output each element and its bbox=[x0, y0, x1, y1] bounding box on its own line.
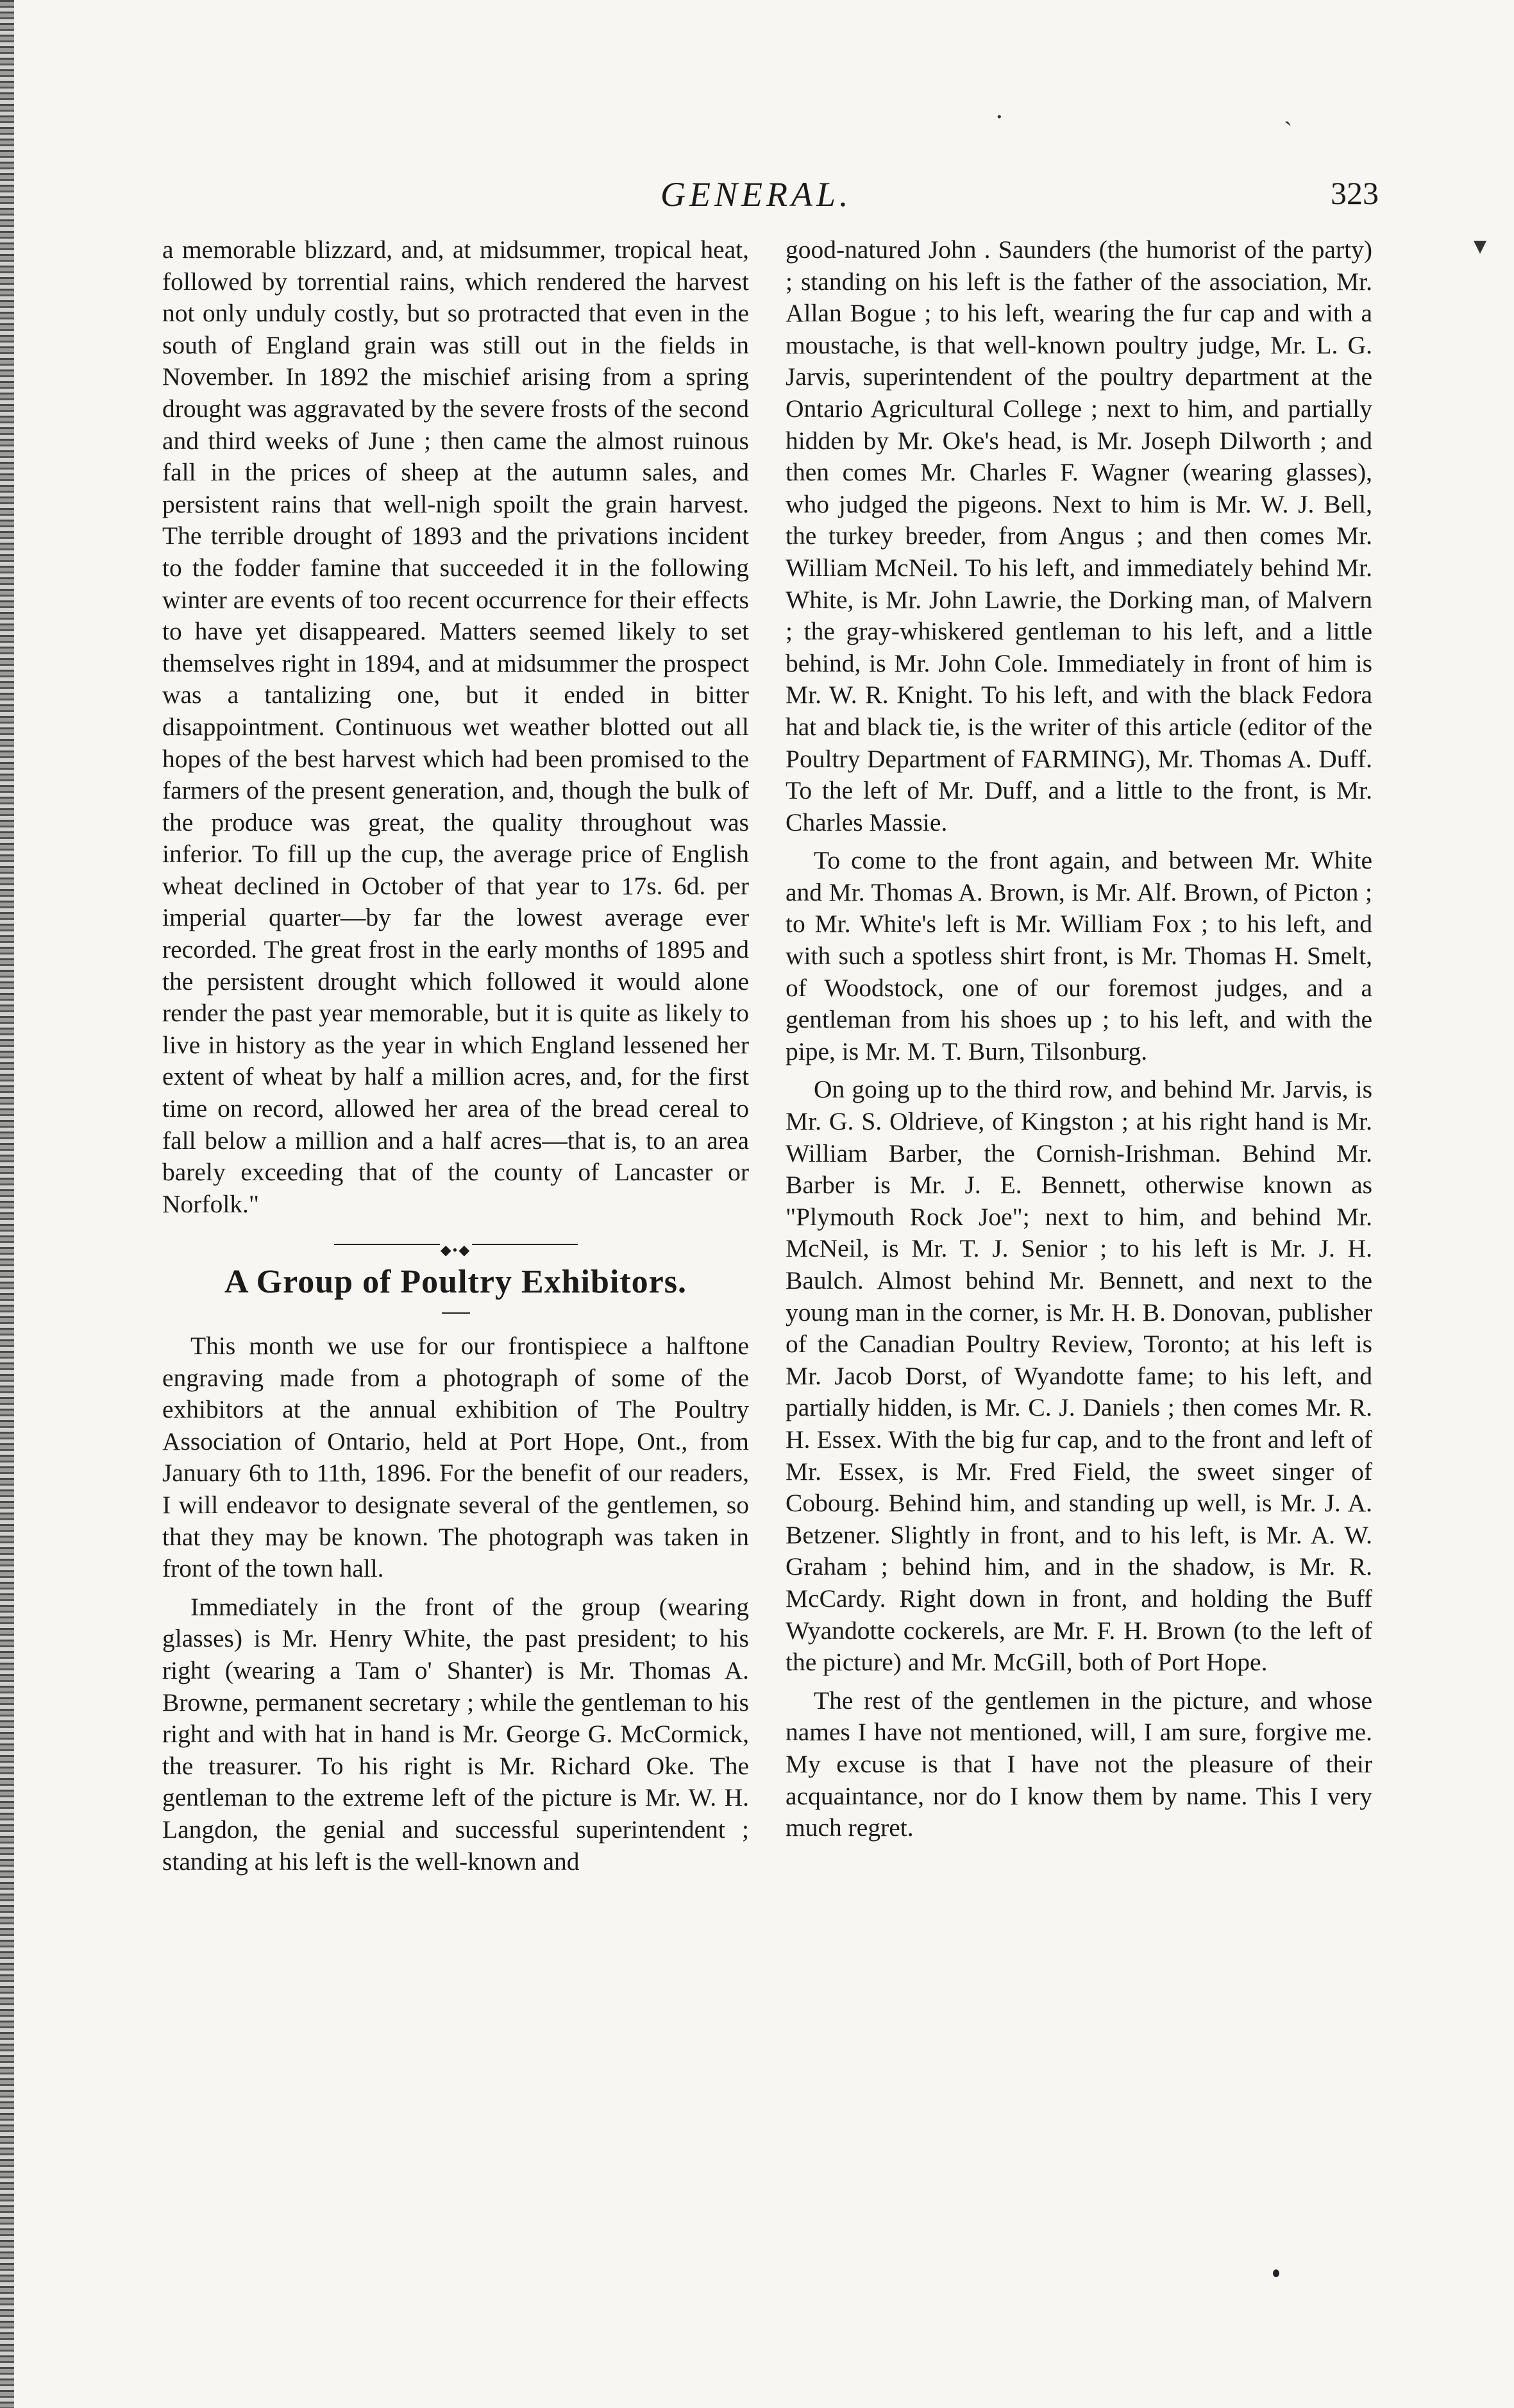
scan-speck: ▾ bbox=[1474, 231, 1487, 260]
scan-speck: · bbox=[995, 103, 1004, 132]
scan-speck bbox=[1273, 2269, 1279, 2277]
divider-ornament-icon: ◆•◆ bbox=[440, 1242, 471, 1259]
article-paragraph: On going up to the third row, and behind Mr. Jarvis, is Mr. G. S. Oldrieve, of Kingston ; at his right hand is Mr. William Barber, the Cornish-Irishman. Behind Mr. Barber is Mr. J. E. Bennett, otherwise known as "Plymouth Rock Joe"; next to him, and behind Mr. McNeil, is Mr. T. J. Senior ; to his left is Mr. J. H. Baulch. Almost behind Mr. Bennett, and next to the young man in the corner, is Mr. H. B. Donovan, publisher of the Canadian Poultry Review, Toronto; at his left is Mr. Jacob Dorst, of Wyandotte fame; to his left, and partially hidden, is Mr. C. J. Daniels ; then comes Mr. R. H. Essex. With the big fur cap, and to the front and left of Mr. Essex, is Mr. Fred Field, the sweet singer of Cobourg. Behind him, and standing up well, is Mr. J. A. Betzener. Slightly in front, and to his left, is Mr. A. W. Graham ; behind him, and in the shadow, is Mr. R. McCardy. Right down in front, and holding the Buff Wyandotte cockerels, are Mr. F. H. Brown (to the left of the picture) and Mr. McGill, both of Port Hope. bbox=[786, 1075, 1372, 1677]
right-column bbox=[786, 234, 1372, 1851]
title-underline-rule bbox=[442, 1312, 470, 1314]
article-paragraph: To come to the front again, and between Mr. White and Mr. Thomas A. Brown, is Mr. Alf. Brown, of Picton ; to Mr. White's left is Mr. William Fox ; to his left, and with such a spotless shirt front, is Mr. Thomas H. Smelt, of Woodstock, one of our foremost judges, and a gentleman from his shoes up ; to his left, and with the pipe, is Mr. M. T. Burn, Tilsonburg. bbox=[786, 846, 1372, 1065]
running-head: GENERAL. bbox=[660, 175, 852, 214]
divider-rule-left bbox=[334, 1244, 440, 1245]
section-divider bbox=[334, 1238, 578, 1259]
article-paragraph: The rest of the gentlemen in the picture, and whose names I have not mentioned, will, I am sure, forgive me. My excuse is that I have not the pleasure of their acquaintance, nor do I know them by name. This I very much regret. bbox=[786, 1686, 1372, 1842]
article-paragraph: Immediately in the front of the group (wearing glasses) is Mr. Henry White, the past president; to his right (wearing a Tam o' Shanter) is Mr. Thomas A. Browne, permanent secretary ; while the gentleman to his right and with hat in hand is Mr. George G. McCormick, the treasurer. To his right is Mr. Richard Oke. The gentleman to the extreme left of the picture is Mr. W. H. Langdon, the genial and successful superintendent ; standing at his left is the well-known and bbox=[162, 1592, 749, 1876]
section-title: A Group of Poultry Exhibitors. bbox=[224, 1264, 687, 1301]
scan-speck: ˎ bbox=[1284, 97, 1293, 126]
scanned-page-edge bbox=[0, 0, 14, 2408]
article-paragraph: good-natured John . Saunders (the humorist of the party) ; standing on his left is the father of the association, Mr. Allan Bogue ; to his left, wearing the fur cap and with a moustache, is that well-known poultry judge, Mr. L. G. Jarvis, superintendent of the poultry department at the Ontario Agricultural College ; next to him, and partially hidden by Mr. Oke's head, is Mr. Joseph Dilworth ; and then comes Mr. Charles F. Wagner (wearing glasses), who judged the pigeons. Next to him is Mr. W. J. Bell, the turkey breeder, from Angus ; and then comes Mr. William McNeil. To his left, and immediately behind Mr. White, is Mr. John Lawrie, the Dorking man, of Malvern ; the gray-whiskered gentleman to his left, and a little behind, is Mr. John Cole. Immediately in front of him is Mr. W. R. Knight. To his left, and with the black Fedora hat and black tie, is the writer of this article (editor of the Poultry Department of FARMING), Mr. Thomas A. Duff. To the left of Mr. Duff, and a little to the front, is Mr. Charles Massie. bbox=[786, 235, 1372, 836]
page-header bbox=[154, 174, 1379, 226]
page-number: 323 bbox=[1331, 175, 1379, 211]
divider-rule-right bbox=[472, 1244, 578, 1245]
article-paragraph: This month we use for our frontispiece a halftone engraving made from a photograph of some of the exhibitors at the annual exhibition of The Poultry Association of Ontario, held at Port Hope, Ont., from January 6th to 11th, 1896. For the benefit of our readers, I will endeavor to designate several of the gentlemen, so that they may be known. The photograph was taken in front of the town hall. bbox=[162, 1332, 749, 1583]
article-paragraph: a memorable blizzard, and, at midsummer, tropical heat, followed by torrential rains, which rendered the harvest not only unduly costly, but so protracted that even in the south of England grain was still out in the fields in November. In 1892 the mischief arising from a spring drought was aggravated by the severe frosts of the second and third weeks of June ; then came the almost ruinous fall in the prices of sheep at the autumn sales, and persistent rains that well-nigh spoilt the grain harvest. The terrible drought of 1893 and the privations incident to the fodder famine that succeeded it in the following winter are events of too recent occurrence for their effects to have yet disappeared. Matters seemed likely to set themselves right in 1894, and at midsummer the prospect was a tantalizing one, but it ended in bitter disappointment. Continuous wet weather blotted out all hopes of the best harvest which had been promised to the farmers of the present generation, and, though the bulk of the produce was great, the quality throughout was inferior. To fill up the cup, the average price of English wheat declined in October of that year to 17s. 6d. per imperial quarter—by far the lowest average ever recorded. The great frost in the early months of 1895 and the persistent drought which followed it would alone render the past year memorable, but it is quite as likely to live in history as the year in which England lessened her extent of wheat by half a million acres, and, for the first time on record, allowed her area of the bread cereal to fall below a million and a half acres—that is, to an area barely exceeding that of the county of Lancaster or Norfolk." bbox=[162, 235, 749, 1218]
left-column bbox=[162, 234, 749, 1884]
